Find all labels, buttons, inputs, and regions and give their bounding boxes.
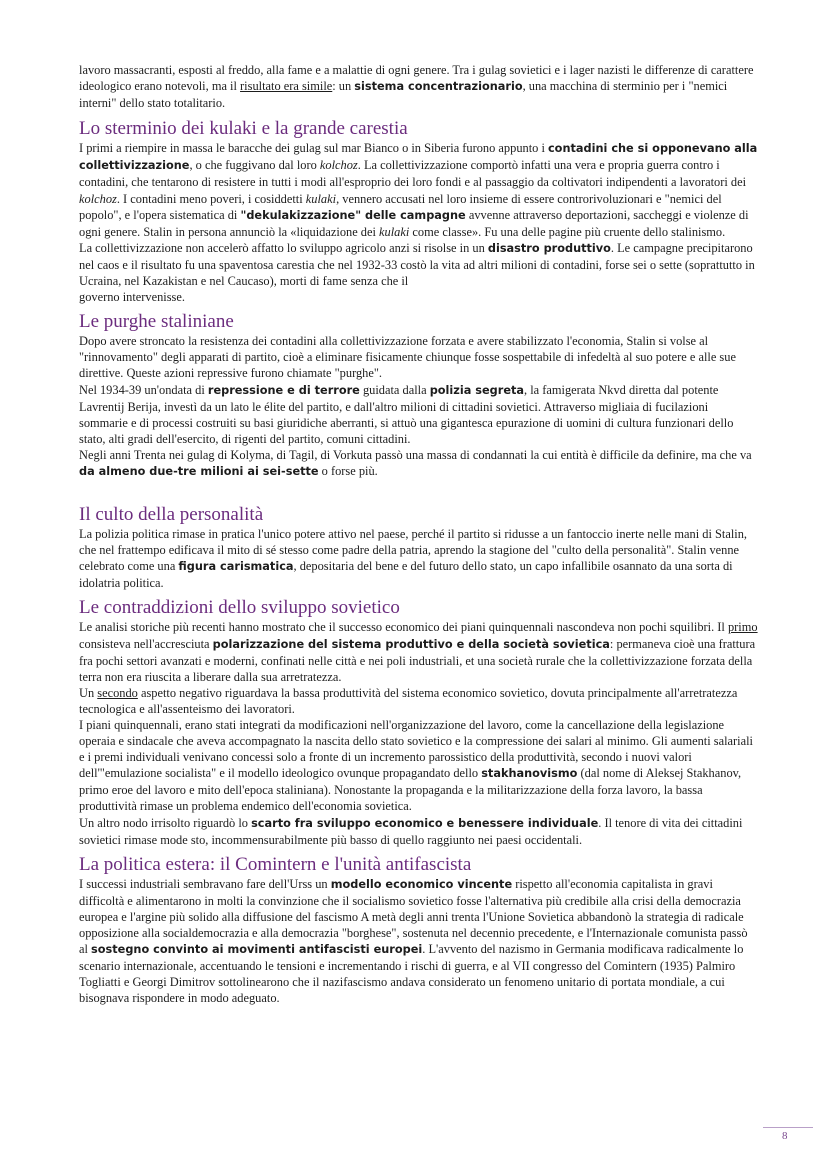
paragraph-culto-1: La polizia politica rimase in pratica l'unico potere attivo nel paese, perché il partito si ridusse a un fantoccio inerte nelle mani di Stalin, che nel frattempo edificava il mito di sé stesso come padre della patria, aprendo la stagione del "culto della personalità". Stalin venne celebrato come una figura carismatica, depositaria del bene e del futuro dello stato, un capo infallibile osannato da una sorta di idolatria politica. [79,527,747,591]
paragraph-contraddizioni-3: I piani quinquennali, erano stati integrati da modificazioni nell'organizzazione del lavoro, come la cancellazione della legislazione operaia e sindacale che aveva accompagnato la nascita dello stato sovietico e la compressione dei salari al minimo. Gli aumenti salariali e i premi individuali venivano concessi solo a fronte di un incremento parossistico della produttività, secondo i nuovi valori dell'"emulazione socialista" e il modello ideologico ovunque propagandato dello stakhanovismo (dal nome di Aleksej Stakhanov, primo eroe del lavoro e mito dell'epoca staliniana). Nonostante la propaganda e la militarizzazione della forza lavoro, la bassa produttività rimase un problema endemico dell'economia sovietica. [79,718,753,814]
paragraph-purghe-3: Negli anni Trenta nei gulag di Kolyma, di Tagil, di Vorkuta passò una massa di condannati la cui entità è difficile da definire, ma che va da almeno due-tre milioni ai sei-sette o forse più. [79,447,752,478]
section-heading-culto: Il culto della personalità [79,504,264,526]
underlined-phrase: risultato era simile [240,79,333,94]
section-heading-contraddizioni: Le contraddizioni dello sviluppo sovietico [79,597,400,619]
paragraph-contraddizioni-2: Un secondo aspetto negativo riguardava la bassa produttività del sistema economico sovietico, dovuta principalmente all'arretratezza tecnologica e all'assenteismo dei lavoratori. [79,685,738,716]
footer-divider [763,1127,813,1128]
section-heading-politica-estera: La politica estera: il Comintern e l'unità antifascista [79,853,472,875]
bold-phrase: sistema concentrazionario [354,80,523,94]
paragraph-purghe-1: Dopo avere stroncato la resistenza dei contadini alla collettivizzazione forzata e avere stabilizzato l'economia, Stalin si volse al "rinnovamento" degli apparati di partito, cioè a eliminare fisicamente chiunque fosse sospettabile di infedeltà al suo potere e alle sue direttive. Queste azioni repressive furono chiamate "purghe". [79,334,736,381]
paragraph-kulaki-1: I primi a riempire in massa le baracche dei gulag sul mar Bianco o in Siberia furono appunto i contadini che si opponevano alla collettivizzazione, o che fuggivano dal loro kolchoz. La collettivizzazione comportò infatti una vera e propria guerra contro i contadini, che tentarono di resistere in tutti i modi all'esproprio dei loro fondi e al passaggio da coltivatori indipendenti a lavoratori dei kolchoz. I contadini meno poveri, i cosiddetti kulaki, vennero accusati nel loro insieme di essere controrivoluzionari e "nemici del popolo", e l'opera sistematica di "dekulakizzazione" delle campagne avvenne attraverso deportazioni, saccheggi e violenze di ogni genere. Stalin in persona annunciò la «liquidazione dei kulaki come classe». Fu una delle pagine più cruente dello stalinismo. [79,141,758,239]
document-page [79,62,759,1007]
paragraph-contraddizioni-1: Le analisi storiche più recenti hanno mostrato che il successo economico dei piani quinquennali nascondeva non pochi squilibri. Il primo consisteva nell'accresciuta polarizzazione del sistema produttivo e della società sovietica: permaneva cioè una frattura fra pochi settori avanzati e moderni, confinati nelle città e nei poli industriali, et una società rurale che la collettivizzazione forzata della terra non era riuscita a liberare dalla sua arretratezza. [79,620,758,684]
paragraph-kulaki-2: La collettivizzazione non accelerò affatto lo sviluppo agricolo anzi si risolse in un disastro produttivo. Le campagne precipitarono nel caos e il risultato fu una spaventosa carestia che nel 1932-33 costò la vita ad altri milioni di contadini, forse sei o sette (soprattutto in Ucraina, nel Kazakistan e nel Caucaso), morti di fame senza che il governo intervenisse. [79,240,755,305]
paragraph-purghe-2: Nel 1934-39 un'ondata di repressione e di terrore guidata dalla polizia segreta, la famigerata Nkvd diretta dal potente Lavrentij Berija, investì da un lato le élite del partito, e dall'altro milioni di cittadini sovietici. Attraverso migliaia di fucilazioni sommarie e di processi costruiti su basi giuridiche aberranti, si attuò una gigantesca epurazione di uomini di cultura funzionari dello stato, alti gradi dell'esercito, di rigenti del partito, comuni cittadini. [79,382,734,446]
section-heading-purghe: Le purghe staliniane [79,311,234,333]
page-number: 8 [782,1130,788,1142]
intro-paragraph: lavoro massacranti, esposti al freddo, alla fame e a malattie di ogni genere. Tra i gulag sovietici e i lager nazisti le differenze di carattere ideologico erano notevoli, ma il risultato era simile: un sistema concentrazionario, una macchina di sterminio per i "nemici interni" dello stato totalitario. [79,63,754,111]
section-heading-kulaki: Lo sterminio dei kulaki e la grande carestia [79,118,408,140]
paragraph-contraddizioni-4: Un altro nodo irrisolto riguardò lo scarto fra sviluppo economico e benessere individuale. Il tenore di vita dei cittadini sovietici rimase mode sto, incommensurabilmente più basso di quello raggiunto nei paesi occidentali. [79,815,743,847]
paragraph-politica-estera-1: I successi industriali sembravano fare dell'Urss un modello economico vincente rispetto all'economia capitalista in gravi difficoltà e alimentarono in molti la convinzione che il socialismo sovietico fosse l'alternativa più credibile alla crisi della democrazia europea e l'argine più solido alla diffusione del fascismo A metà degli anni trenta l'Unione Sovietica abbandonò la strategia di radicale opposizione alla socialdemocrazia e alla democrazia "borghese", sostenuta nel decennio precedente, e l'Internazionale comunista passò al sostegno convinto ai movimenti antifascisti europei. L'avvento del nazismo in Germania modificava radicalmente lo scenario internazionale, accentuando le tensioni e incrementando i rischi di guerra, e al VII congresso del Comintern (1935) Palmiro Togliatti e Georgi Dimitrov sottolinearono che il nazifascismo andava considerato un fenomeno unitario di portata mondiale, a cui bisognava rispondere in modo adeguato. [79,876,748,1006]
